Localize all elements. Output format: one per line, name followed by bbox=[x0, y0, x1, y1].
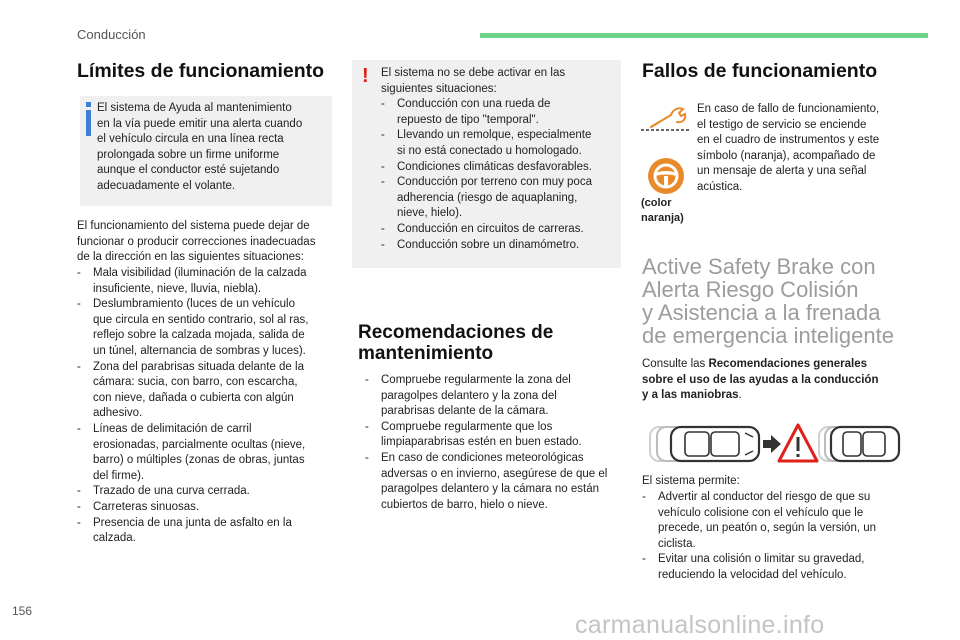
list-item: - Líneas de delimitación de carril erosionadas, parcialmente ocultas (nieve, barro) o múltiples (zonas de obras, juntas del firme). bbox=[77, 422, 342, 484]
list-item: - Conducción con una rueda de repuesto de tipo "temporal". bbox=[381, 97, 617, 128]
collision-illustration bbox=[649, 421, 901, 467]
service-warning-light bbox=[641, 105, 689, 195]
maintenance-heading: Recomendaciones de mantenimiento bbox=[358, 322, 554, 364]
consult-paragraph: Consulte las Recomendaciones generales sobre el uso de las ayudas a la conducción y a las maniobras. bbox=[642, 358, 879, 402]
warning-list bbox=[381, 97, 617, 253]
warning-note-box bbox=[352, 60, 621, 268]
list-item: - Zona del parabrisas situada delante de la cámara: sucia, con barro, con escarcha, con nieve, dañada o cubierta con algún adhesivo. bbox=[77, 360, 342, 422]
warning-note-text: El sistema no se debe activar en las siguientes situaciones: - Conducción con una rueda de repuesto de tipo "temporal". - Llevando un remolque, especialmente si no está conectado u homologado. - Condiciones climáticas desfavorables. - Conducción por terreno con muy poca adherencia (riesgo de aquaplaning, nieve, hielo). - Conducción en circuitos de carreras. - Conducción sobre un dinamómetro. bbox=[381, 66, 617, 253]
car-icon bbox=[671, 427, 759, 461]
list-item: - Presencia de una junta de asfalto en la calzada. bbox=[77, 516, 342, 547]
safety-brake-list bbox=[642, 490, 917, 584]
color-label: (color naranja) bbox=[641, 197, 684, 224]
wrench-icon bbox=[641, 105, 689, 195]
list-item: - Compruebe regularmente la zona del paragolpes delantero y la zona del parabrisas delante de la cámara. bbox=[365, 373, 627, 420]
list-item: - Carreteras sinuosas. bbox=[77, 500, 342, 516]
list-item: - Evitar una colisión o limitar su gravedad, reduciendo la velocidad del vehículo. bbox=[642, 552, 917, 583]
list-item: - Llevando un remolque, especialmente si no está conectado u homologado. bbox=[381, 128, 617, 159]
page-number: 156 bbox=[12, 604, 33, 618]
section-title: Conducción bbox=[77, 27, 146, 42]
info-note-box bbox=[80, 96, 332, 206]
warning-triangle-icon bbox=[779, 425, 817, 461]
maintenance-list bbox=[365, 373, 627, 513]
faults-heading: Fallos de funcionamiento bbox=[642, 60, 878, 82]
limits-intro: El funcionamiento del sistema puede dejar de funcionar o producir correcciones inadecuadas de la dirección en las siguientes situaciones: bbox=[77, 220, 316, 264]
exclamation-icon: ! bbox=[362, 65, 369, 87]
limits-heading: Límites de funcionamiento bbox=[77, 60, 325, 82]
allows-intro: El sistema permite: bbox=[642, 475, 740, 487]
list-item: - Mala visibilidad (iluminación de la calzada insuficiente, nieve, lluvia, niebla). bbox=[77, 266, 342, 297]
list-item: - Condiciones climáticas desfavorables. bbox=[381, 160, 617, 176]
list-item: - En caso de condiciones meteorológicas adversas o en invierno, asegúrese de que el paragolpes delantero y la cámara no están cubiertos de barro, hielo o nieve. bbox=[365, 451, 627, 513]
list-item: - Conducción sobre un dinamómetro. bbox=[381, 238, 617, 254]
safety-brake-title: Active Safety Brake con Alerta Riesgo Colisión y Asistencia a la frenada de emergencia inteligente bbox=[642, 254, 894, 348]
list-item: - Deslumbramiento (luces de un vehículo que circula en sentido contrario, sol al ras, reflejo sobre la calzada mojada, salida de un túnel, alternancia de sombras y luces). bbox=[77, 297, 342, 359]
faults-text: En caso de fallo de funcionamiento, el testigo de servicio se enciende en el cuadro de instrumentos y este símbolo (naranja), acompañado de un mensaje de alerta y una señal acústica. bbox=[697, 103, 880, 193]
list-item: - Trazado de una curva cerrada. bbox=[77, 484, 342, 500]
section-color-bar bbox=[480, 33, 928, 38]
list-item: - Compruebe regularmente que los limpiaparabrisas estén en buen estado. bbox=[365, 420, 627, 451]
info-icon bbox=[86, 102, 91, 136]
watermark: carmanualsonline.info bbox=[575, 611, 825, 639]
info-note-text: El sistema de Ayuda al mantenimiento en la vía puede emitir una alerta cuando el vehículo circula en una línea recta prolongada sobre un firme uniforme aunque el conductor esté sujetando adecuadamente el volante. bbox=[97, 102, 303, 192]
list-item: - Advertir al conductor del riesgo de que su vehículo colisione con el vehículo que le precede, un peatón o, según la versión, un ciclista. bbox=[642, 490, 917, 552]
list-item: - Conducción por terreno con muy poca adherencia (riesgo de aquaplaning, nieve, hielo). bbox=[381, 175, 617, 222]
list-item: - Conducción en circuitos de carreras. bbox=[381, 222, 617, 238]
limits-list bbox=[77, 266, 342, 547]
car-icon bbox=[831, 427, 899, 461]
